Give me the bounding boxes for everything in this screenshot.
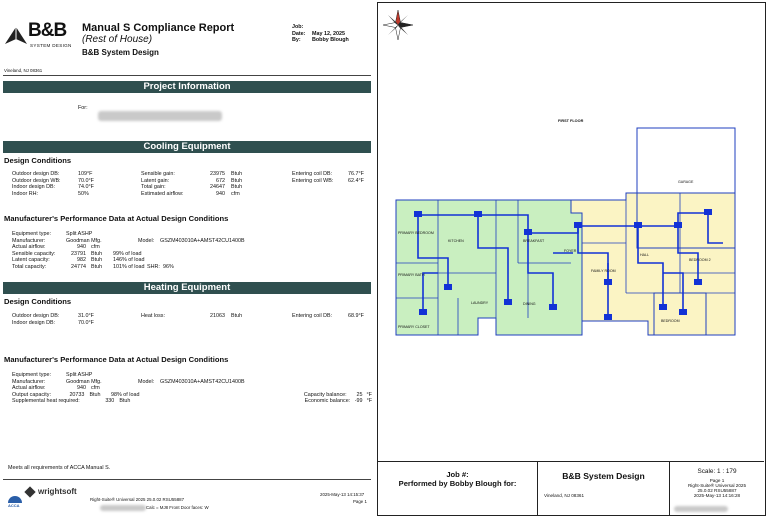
capacity-balance-label: Capacity balance: — [303, 391, 347, 398]
compass-rose-icon — [382, 9, 414, 41]
heating-conditions-col1 — [12, 313, 132, 326]
perf-value: 23791 — [71, 250, 86, 257]
date-label: Date: — [292, 30, 306, 37]
report-subtitle: (Rest of House) — [82, 34, 153, 45]
cond-label: Indoor RH: — [12, 190, 39, 197]
drawing-version-2: 25.0.02 RSU55887 — [697, 488, 737, 493]
perf-unit: Btuh — [91, 250, 103, 257]
report-page-number: Page 1 — [353, 499, 367, 504]
redacted-client — [98, 111, 222, 121]
airflow-unit: cfm — [91, 385, 100, 392]
bb-logo-mark-icon — [3, 24, 29, 46]
heating-perf-title: Manufacturer's Performance Data at Actual Design Conditions — [4, 355, 229, 364]
room-label: BEDROOM 2 — [689, 258, 711, 262]
cond-unit: Btuh — [231, 171, 243, 177]
heat-loss-row — [141, 313, 242, 320]
room-label: PRIMARY BEDROOM — [398, 231, 434, 235]
model-label: Model: — [138, 378, 155, 385]
redacted-drawing-footer — [674, 506, 728, 512]
airflow-value: 940 — [77, 385, 86, 392]
entering-label: Entering coil DB: — [292, 313, 333, 319]
economic-balance-label: Economic balance: — [304, 398, 351, 405]
perf-pct: 101% of load — [113, 263, 145, 270]
perf-label: Sensible capacity: — [12, 250, 56, 257]
room-label: PRIMARY BATH — [398, 273, 425, 277]
by-value: Bobby Blough — [312, 37, 349, 44]
cooling-design-conditions-title: Design Conditions — [4, 156, 72, 165]
cond-label: Sensible gain: — [141, 171, 175, 177]
manufacturer-value: Goodman Mfg. — [66, 237, 102, 244]
entering-value: 68.9°F — [348, 313, 364, 319]
equip-type-label: Equipment type: — [12, 231, 51, 237]
report-title: Manual S Compliance Report — [82, 22, 235, 34]
heating-design-conditions-title: Design Conditions — [4, 297, 72, 306]
cond-label: Entering coil WB: — [292, 177, 334, 184]
manufacturer-label: Manufacturer: — [12, 378, 46, 385]
cond-unit: Btuh — [231, 184, 243, 191]
room-label: LAUNDRY — [471, 301, 489, 305]
supplemental-unit: Btuh — [119, 398, 131, 405]
compliance-statement: Meets all requirements of ACCA Manual S. — [8, 465, 111, 471]
cond-label: Indoor design DB: — [12, 184, 56, 191]
cond-value: 672 — [216, 177, 225, 184]
perf-unit: Btuh — [91, 257, 103, 264]
acca-text: ACCA — [8, 503, 20, 508]
room-label: FAMILY ROOM — [591, 269, 616, 273]
acca-logo — [8, 496, 24, 510]
cond-unit: cfm — [231, 190, 240, 197]
output-value: 20733 — [69, 391, 85, 398]
acca-mark-icon — [8, 496, 22, 503]
wrightsoft-mark-icon — [24, 486, 35, 497]
cooling-equipment-block — [12, 231, 312, 271]
calc-info: Calc = MJ8 Front Door faces: W — [146, 505, 209, 510]
header-divider — [3, 75, 371, 76]
perf-value: 24774 — [71, 263, 86, 270]
report-timestamp: 2025-May-13 14:15:37 — [320, 492, 365, 497]
manufacturer-label: Manufacturer: — [12, 237, 46, 244]
equip-type-value: Split ASHP — [66, 372, 93, 378]
cooling-conditions-col1 — [12, 171, 132, 197]
heating-entering-row — [292, 313, 364, 320]
project-info-header: Project Information — [3, 81, 371, 93]
perf-label: Actual airflow: — [12, 244, 46, 251]
perf-unit: cfm — [91, 244, 100, 251]
room-label: PRIMARY CLOSET — [398, 325, 430, 329]
software-version: Right-Suite® Universal 2025 25.0.02 RSU55887 — [90, 497, 185, 502]
cooling-header: Cooling Equipment — [3, 141, 371, 153]
heat-loss-label: Heat loss: — [141, 313, 165, 319]
perf-value: 940 — [77, 244, 86, 251]
heating-header: Heating Equipment — [3, 282, 371, 294]
heat-loss-unit: Btuh — [231, 313, 243, 319]
drawing-company: B&B System Design — [562, 471, 645, 481]
cond-value: 76.7°F — [348, 171, 364, 177]
model-label: Model: — [138, 237, 155, 244]
output-unit: Btuh — [89, 391, 101, 398]
perf-label: Total capacity: — [12, 263, 47, 270]
cond-value: 70.0°F — [78, 177, 94, 184]
perf-label: Latent capacity: — [12, 257, 50, 264]
performed-by: Performed by Bobby Blough for: — [398, 479, 517, 488]
cooling-conditions-col3 — [292, 171, 372, 184]
cond-label: Outdoor design WB: — [12, 177, 61, 184]
cond-value: 109°F — [78, 171, 93, 177]
cond-label: Latent gain: — [141, 177, 170, 184]
model-value: GSZM403010A+AMST42CU1400B — [160, 237, 245, 244]
drawing-job-label: Job #: — [446, 470, 469, 479]
cond-label: Estimated airflow: — [141, 190, 184, 197]
drawing-timestamp: 2025-May-13 14:16:28 — [693, 493, 741, 498]
cond-value: 62.4°F — [348, 177, 364, 184]
floor-plan-page — [377, 2, 766, 516]
report-page — [0, 0, 376, 519]
logo-text: B&B — [28, 20, 67, 41]
supplemental-label: Supplemental heat required: — [12, 398, 80, 405]
cond-label: Total gain: — [141, 184, 166, 191]
manufacturer-value: Goodman Mfg. — [66, 378, 102, 385]
heating-equipment-block — [12, 372, 372, 405]
job-label: Job: — [292, 24, 304, 30]
airflow-label: Actual airflow: — [12, 385, 46, 392]
for-label: For: — [78, 105, 88, 111]
floor-plan-drawing — [378, 123, 767, 373]
room-label: GARAGE — [678, 180, 694, 184]
cond-value: 31.0°F — [78, 313, 94, 319]
heat-loss-value: 21063 — [210, 313, 225, 319]
output-pct: 98% of load — [110, 391, 140, 398]
date-value: May 12, 2025 — [312, 30, 345, 37]
room-label: KITCHEN — [448, 239, 464, 243]
capacity-balance-value: 25 — [356, 391, 363, 398]
output-label: Output capacity: — [12, 391, 51, 398]
by-label: By: — [292, 37, 301, 44]
supplemental-value: 330 — [105, 398, 115, 405]
job-cell — [378, 462, 538, 515]
cond-label: Outdoor design DB: — [12, 171, 60, 177]
cooling-conditions-col2 — [141, 171, 281, 197]
shr-label: SHR: — [147, 263, 160, 270]
economic-balance-value: -99 — [354, 398, 363, 405]
cooling-perf-title: Manufacturer's Performance Data at Actual Design Conditions — [4, 214, 229, 223]
drawing-page: Page 1 — [709, 478, 725, 483]
model-value: GSZM403010A+AMST42CU1400B — [160, 378, 245, 385]
wrightsoft-logo — [26, 487, 77, 496]
company-cell — [538, 462, 670, 515]
wrightsoft-brand: wrightsoft — [38, 487, 77, 496]
economic-balance-unit: °F — [366, 398, 373, 405]
report-location: Vineland, NJ 08361 — [4, 68, 43, 73]
room-label: BREAKFAST — [523, 239, 545, 243]
logo-subtext: SYSTEM DESIGN — [30, 43, 72, 48]
capacity-balance-unit: °F — [366, 391, 372, 398]
cond-value: 50% — [78, 190, 89, 197]
perf-pct: 99% of load — [113, 250, 142, 257]
cond-value: 940 — [216, 190, 225, 197]
room-label: BEDROOM — [661, 319, 680, 323]
drawing-location: Vineland, NJ 08361 — [544, 493, 585, 498]
footer-divider — [3, 479, 371, 480]
perf-pct: 146% of load — [113, 257, 145, 264]
equip-type-value: Split ASHP — [66, 231, 93, 237]
perf-value: 982 — [77, 257, 86, 264]
cond-value: 23975 — [210, 171, 225, 177]
report-company: B&B System Design — [82, 48, 159, 57]
cond-value: 74.0°F — [78, 184, 94, 191]
cond-value: 70.0°F — [78, 319, 94, 326]
job-meta — [292, 24, 374, 44]
cond-label: Outdoor design DB: — [12, 313, 60, 319]
equip-type-label: Equipment type: — [12, 372, 51, 378]
room-label: DINING — [523, 302, 536, 306]
bb-logo — [3, 22, 75, 52]
cond-label: Indoor design DB: — [12, 319, 56, 326]
cond-unit: Btuh — [231, 177, 243, 184]
cond-label: Entering coil DB: — [292, 171, 333, 177]
drawing-scale: Scale: 1 : 179 — [697, 468, 737, 475]
perf-unit: Btuh — [91, 263, 103, 270]
floor-label: FIRST FLOOR — [558, 119, 584, 123]
shr-value: 96% — [163, 263, 174, 270]
redacted-footer — [100, 505, 146, 511]
cond-value: 24647 — [210, 184, 225, 191]
room-label: HALL — [640, 253, 649, 257]
drawing-version: Right-Suite® Universal 2025 — [687, 483, 747, 488]
room-label: FOYER — [564, 249, 577, 253]
